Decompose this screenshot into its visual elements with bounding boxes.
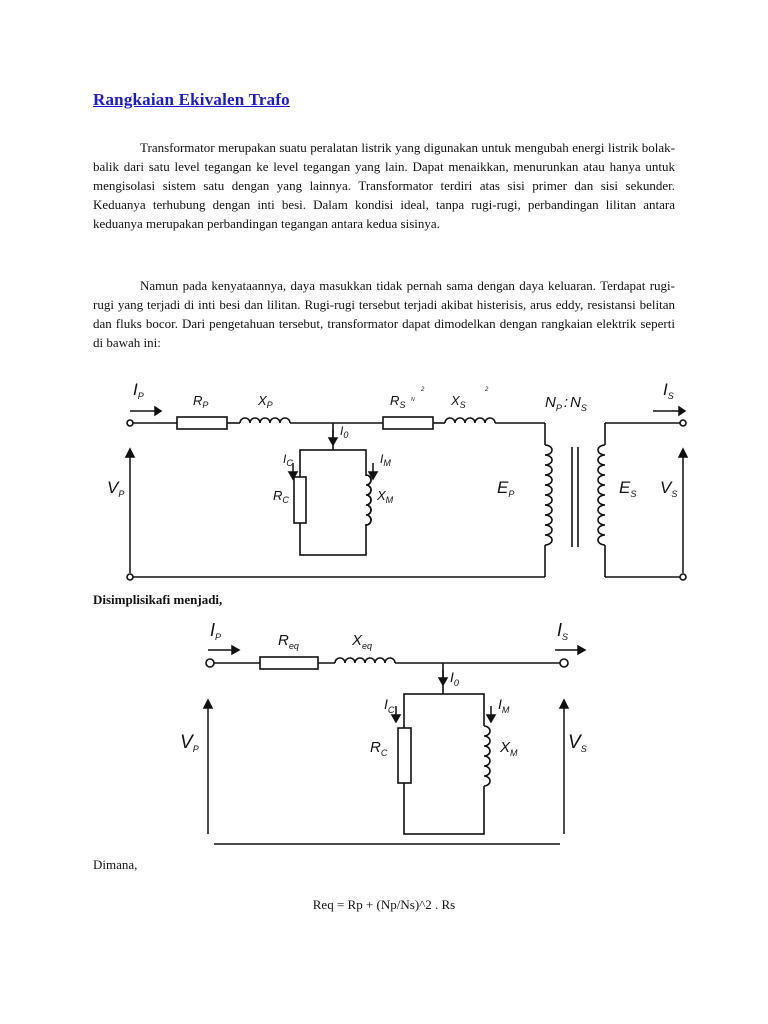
simplified-heading: Disimplisikafi menjadi,: [93, 592, 223, 607]
svg-text:IM: $I_M$: [498, 696, 510, 715]
svg-text:VP: $V_P$: [107, 478, 125, 499]
svg-text:2: 2: [421, 387, 425, 393]
secondary-winding: [598, 445, 605, 545]
xeq-inductor: [335, 658, 395, 663]
svg-text:ES: $E_S$: [619, 478, 637, 499]
svg-text:IS: $I_S$: [557, 620, 569, 642]
svg-text:I0: $I_0$: [450, 669, 459, 688]
svg-text:RC: $R_C$: [273, 488, 289, 505]
svg-text:VP: $V_P$: [180, 732, 199, 754]
page-title: Rangkaian Ekivalen Trafo: [93, 90, 290, 109]
svg-text:I0: $I_0$: [340, 424, 349, 440]
req-resistor: [260, 657, 318, 669]
svg-text:N: N: [411, 397, 415, 403]
svg-text:RC: $R_C$: [370, 739, 388, 758]
req-equation: Req = Rp + (Np/Ns)^2 . Rs: [312, 897, 456, 912]
svg-text:VS: $V_S$: [660, 478, 678, 499]
svg-text:RP: $R_P$: [193, 393, 209, 410]
rp-resistor: [177, 417, 227, 429]
rc-resistor-simplified: [398, 728, 411, 783]
svg-text:EP: $E_P$: [497, 478, 515, 499]
svg-text:2: 2: [485, 387, 489, 393]
xp-inductor: [240, 418, 290, 423]
xs-inductor: [445, 418, 495, 423]
svg-text:VS: $V_S$: [568, 732, 587, 754]
rc-resistor: [294, 477, 306, 523]
svg-text:XP: $X_P$: [258, 393, 273, 410]
rs-resistor: [383, 417, 433, 429]
primary-winding: [545, 445, 552, 545]
svg-text:IC: $I_C$: [283, 452, 293, 468]
simplified-circuit-diagram: [170, 612, 600, 854]
svg-text:Req: $R_{eq}$: [278, 632, 299, 651]
svg-text:IP: $I_P$: [133, 380, 144, 401]
svg-text:XS: $X_S$: [451, 393, 466, 410]
svg-text:IP: $I_P$: [210, 620, 222, 642]
svg-text:NP:NS: $N_P$ : $N_S$: [545, 394, 587, 413]
svg-text:IS: $I_S$: [663, 380, 674, 401]
equivalent-circuit-diagram: [107, 375, 690, 590]
svg-text:RS: $R_S$: [390, 393, 406, 410]
svg-text:IC: $I_C$: [384, 696, 395, 715]
paragraph-intro: Transformator merupakan suatu peralatan listrik yang digunakan untuk mengubah energi listrik bolak-balik dari satu level tegangan ke level tegangan yang lain. Dapat menaikkan, menurunkan atau hanya untuk mengisolasi sistem satu dengan yang lainnya. Transformator terdiri atas sisi primer dan sisi sekunder. Keduanya terhubung dengan inti besi. Dalam kondisi ideal, tanpa rugi-rugi, perbandingan lilitan antara keduanya merupakan perbandingan tegangan antara kedua sisinya.: [93, 140, 675, 231]
paragraph-losses: Namun pada kenyataannya, daya masukkan tidak pernah sama dengan daya keluaran. Terdapat rugi-rugi yang terjadi di inti besi dan lilitan. Rugi-rugi tersebut terjadi akibat histerisis, arus eddy, resistansi belitan dan fluks bocor. Dari pengetahuan tersebut, transformator dapat dimodelkan dengan rangkaian elektrik seperti di bawah ini:: [93, 278, 675, 350]
svg-text:XM: $X_M$: [500, 739, 518, 758]
svg-text:XM: $X_M$: [377, 488, 394, 505]
svg-text:Xeq: $X_{eq}$: [352, 632, 373, 651]
dimana-label: Dimana,: [93, 857, 138, 872]
svg-text:IM: $I_M$: [380, 452, 391, 468]
